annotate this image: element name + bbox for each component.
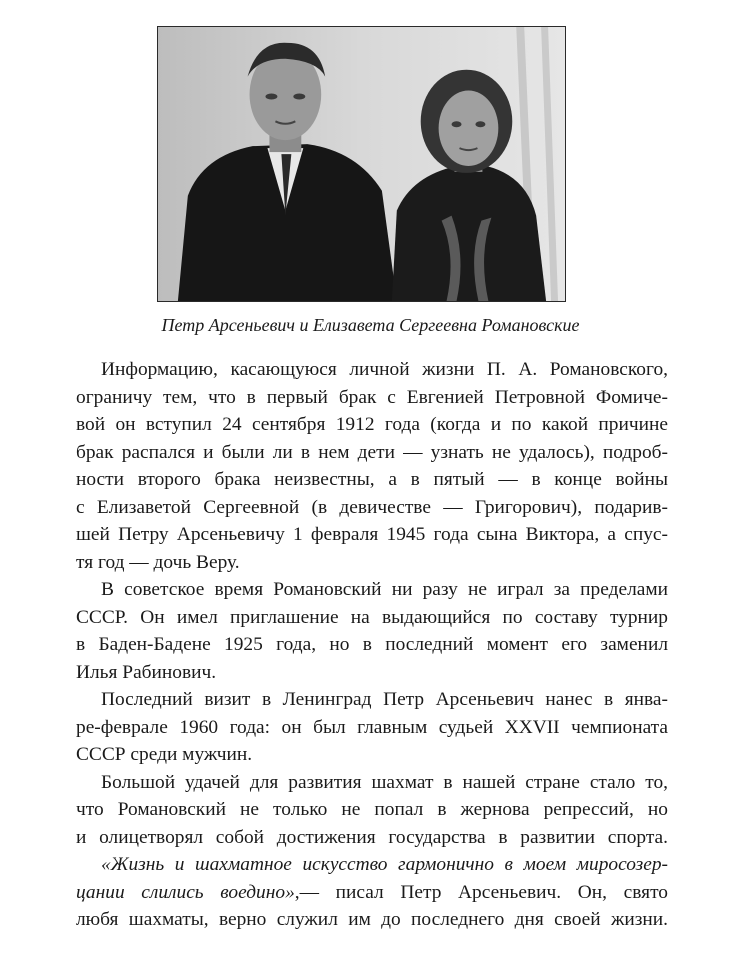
text-line bbox=[76, 686, 668, 714]
photo-caption: Петр Арсеньевич и Елизавета Сергеевна Романовские bbox=[161, 315, 580, 335]
line-text: с Елизаветой Сергеевной (в девичестве — Григорович), подарив- bbox=[76, 496, 668, 518]
text-line bbox=[76, 549, 668, 577]
line-text: тя год — дочь Веру. bbox=[76, 551, 240, 573]
line-text: Последний визит в Ленинград Петр Арсеньевич нанес в янва- bbox=[101, 689, 668, 710]
line-text: ре-феврале 1960 года: он был главным судьей XXVII чемпионата bbox=[76, 716, 668, 738]
line-text: СССР. Он имел приглашение на выдающийся по составу турнир bbox=[76, 606, 668, 628]
text-line bbox=[76, 906, 668, 934]
text-line bbox=[76, 411, 668, 439]
text-line bbox=[76, 631, 668, 659]
italic-quote: «Жизнь и шахматное искусство гармонично в моем миросозер- bbox=[101, 854, 668, 875]
text-line bbox=[76, 356, 668, 384]
line-text: ограничу тем, что в первый брак с Евгенией Петровной Фомиче- bbox=[76, 386, 668, 408]
text-line bbox=[76, 796, 668, 824]
line-text: В советское время Романовский ни разу не играл за пределами bbox=[101, 579, 668, 600]
line-text: Информацию, касающуюся личной жизни П. А. Романовского, bbox=[101, 359, 668, 380]
text-line bbox=[76, 824, 668, 852]
line-text: Илья Рабинович. bbox=[76, 661, 217, 683]
line-text: что Романовский не только не попал в жернова репрессий, но bbox=[76, 799, 668, 820]
text-line bbox=[76, 576, 668, 604]
text-line bbox=[76, 714, 668, 742]
text-line bbox=[76, 466, 668, 494]
line-text: и олицетворял собой достижения государства в развитии спорта. bbox=[76, 826, 668, 848]
text-line bbox=[76, 769, 668, 797]
line-text: в Баден-Бадене 1925 года, но в последний момент его заменил bbox=[76, 634, 668, 655]
text-line bbox=[76, 494, 668, 522]
text-line bbox=[76, 741, 668, 769]
photo-icon bbox=[158, 27, 565, 301]
text-line bbox=[76, 659, 668, 687]
line-text: Большой удачей для развития шахмат в нашей стране стало то, bbox=[101, 771, 668, 793]
body-text bbox=[76, 356, 668, 934]
text-line bbox=[76, 879, 668, 907]
line-text: СССР среди мужчин. bbox=[76, 744, 253, 765]
line-text: брак распался и были ли в нем дети — узнать не удалось), подроб- bbox=[76, 441, 668, 463]
text-line bbox=[76, 439, 668, 467]
line-text: ,— писал Петр Арсеньевич. Он, свято bbox=[294, 881, 669, 903]
line-text: ности второго брака неизвестны, а в пятый — в конце войны bbox=[76, 469, 668, 490]
portrait-photo bbox=[157, 26, 566, 302]
text-line bbox=[76, 384, 668, 412]
italic-quote: цании слились воедино» bbox=[76, 881, 295, 903]
line-text: любя шахматы, верно служил им до последнего дня своей жизни. bbox=[76, 909, 668, 930]
line-text: вой он вступил 24 сентября 1912 года (когда и по какой причине bbox=[76, 414, 668, 435]
line-text: шей Петру Арсеньевичу 1 февраля 1945 года сына Виктора, а спус- bbox=[76, 524, 668, 545]
text-line bbox=[76, 604, 668, 632]
text-line bbox=[76, 521, 668, 549]
text-line bbox=[76, 851, 668, 879]
